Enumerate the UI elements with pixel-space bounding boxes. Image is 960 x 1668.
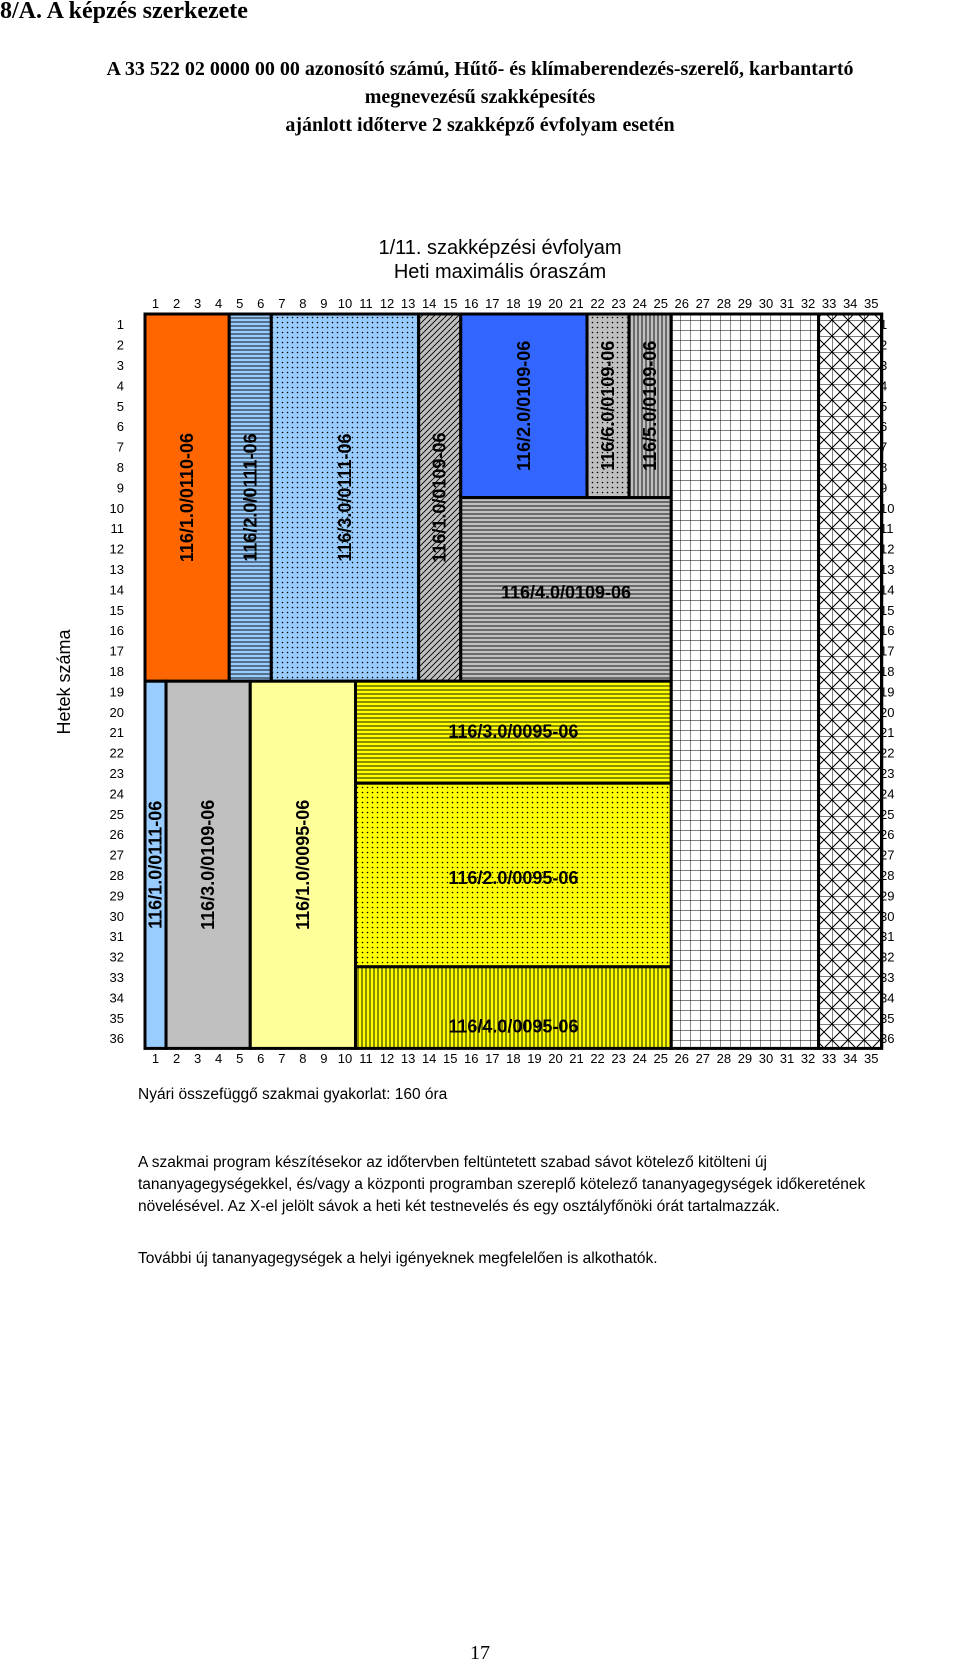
hour-tick-bottom: 2 <box>172 1051 181 1066</box>
note-line-3: növelésével. Az X-el jelölt sávok a heti két testnevelés és egy osztályfőnöki órát tartalmazzák. <box>138 1198 780 1215</box>
week-tick-left: 33 <box>109 970 124 985</box>
week-tick-left: 21 <box>109 725 124 741</box>
hour-tick-bottom: 13 <box>400 1051 416 1066</box>
week-tick-right: 15 <box>880 602 895 618</box>
week-tick-right: 2 <box>880 337 888 353</box>
week-tick-right: 14 <box>880 582 895 598</box>
week-tick-left: 31 <box>109 929 124 945</box>
week-tick-right: 4 <box>880 378 888 394</box>
doc-title-line-2: megnevezésű szakképesítés <box>364 86 596 108</box>
week-tick-left: 30 <box>109 908 124 924</box>
week-tick-right: 32 <box>880 949 895 965</box>
week-tick-left: 3 <box>116 358 124 373</box>
hour-tick-top: 27 <box>695 296 711 311</box>
hour-tick-bottom: 14 <box>421 1051 437 1066</box>
hour-tick-bottom: 12 <box>379 1051 395 1066</box>
week-tick-right: 31 <box>880 929 895 945</box>
hour-tick-top: 29 <box>737 296 753 311</box>
block-116-4-0-0109-06 <box>461 498 672 682</box>
week-tick-left: 20 <box>109 704 124 720</box>
hour-tick-top: 32 <box>800 296 816 311</box>
week-tick-right: 23 <box>880 766 895 781</box>
week-tick-left: 8 <box>116 460 124 475</box>
hour-tick-bottom: 21 <box>569 1051 584 1066</box>
hour-tick-bottom: 35 <box>863 1051 879 1066</box>
week-tick-right: 17 <box>880 643 895 659</box>
hour-tick-top: 21 <box>569 296 584 311</box>
week-tick-right: 21 <box>880 725 895 741</box>
block-pattern <box>671 314 818 1048</box>
block-label: 116/1.0/0109-06 <box>429 432 450 563</box>
doc-title-line-3: ajánlott időterve 2 szakképző évfolyam esetén <box>285 114 675 136</box>
block-116-1-0-0110-06 <box>145 314 229 681</box>
week-tick-left: 4 <box>116 378 124 394</box>
week-tick-right: 8 <box>880 460 888 475</box>
hour-tick-bottom: 7 <box>278 1051 286 1066</box>
block-116-1-0-0109-06 <box>419 314 461 681</box>
week-tick-left: 34 <box>109 990 124 1006</box>
hour-tick-top: 8 <box>299 296 307 311</box>
hour-tick-bottom: 20 <box>548 1051 563 1066</box>
week-tick-left: 6 <box>116 419 124 435</box>
week-tick-left: 28 <box>109 868 124 883</box>
hour-tick-top: 20 <box>548 296 563 311</box>
hour-tick-bottom: 18 <box>506 1051 521 1066</box>
hour-tick-bottom: 25 <box>653 1051 668 1066</box>
final-note: További új tananyagegységek a helyi igényeknek megfelelően is alkothatók. <box>138 1250 658 1267</box>
doc-title-line-1: A 33 522 02 0000 00 00 azonosító számú, Hűtő- és klímaberendezés-szerelő, karbantartó <box>106 58 854 80</box>
hour-tick-bottom: 1 <box>151 1051 160 1066</box>
block-116-4-0-0095-06 <box>356 967 672 1049</box>
block-label: 116/3.0/0111-06 <box>334 433 355 562</box>
week-tick-left: 22 <box>109 745 124 761</box>
hour-tick-bottom: 26 <box>674 1051 690 1066</box>
hour-tick-bottom: 34 <box>842 1051 858 1066</box>
week-tick-right: 1 <box>880 317 888 333</box>
week-tick-right: 18 <box>880 664 895 679</box>
hour-tick-top: 33 <box>821 296 837 311</box>
hour-tick-top: 4 <box>215 296 223 311</box>
week-tick-right: 9 <box>880 480 888 496</box>
hour-tick-top: 31 <box>779 296 795 311</box>
week-tick-left: 7 <box>116 439 124 455</box>
week-tick-left: 1 <box>116 317 124 333</box>
hour-tick-top: 19 <box>527 296 542 311</box>
week-tick-right: 30 <box>880 908 895 924</box>
week-tick-left: 26 <box>109 827 124 843</box>
week-tick-right: 5 <box>880 398 888 414</box>
week-tick-right: 12 <box>880 541 895 557</box>
chart-title: 1/11. szakképzési évfolyam <box>378 237 622 259</box>
week-tick-right: 7 <box>880 439 888 455</box>
hour-tick-top: 24 <box>632 296 647 311</box>
hour-tick-bottom: 10 <box>337 1051 353 1066</box>
week-tick-right: 28 <box>880 868 895 883</box>
block-pe-homeroom <box>819 314 882 1048</box>
week-tick-right: 16 <box>880 623 895 639</box>
block-pattern <box>819 314 882 1048</box>
week-tick-left: 29 <box>109 888 124 904</box>
hour-tick-bottom: 23 <box>611 1051 626 1066</box>
week-tick-left: 23 <box>109 766 124 781</box>
hour-tick-bottom: 11 <box>359 1051 373 1066</box>
hour-tick-top: 10 <box>337 296 353 311</box>
hour-tick-top: 2 <box>172 296 181 311</box>
hour-tick-top: 28 <box>716 296 732 311</box>
hour-tick-bottom: 17 <box>485 1051 500 1066</box>
week-tick-right: 11 <box>880 521 894 537</box>
hour-tick-top: 18 <box>506 296 521 311</box>
hour-tick-top: 13 <box>400 296 416 311</box>
hour-tick-bottom: 9 <box>320 1051 328 1066</box>
week-tick-left: 19 <box>109 684 124 700</box>
block-label: 116/6.0/0109-06 <box>598 340 619 471</box>
hour-tick-top: 7 <box>278 296 286 311</box>
note-line-1: A szakmai program készítésekor az időtervben feltüntetett szabad sávot kötelező kitölteni új <box>138 1154 767 1171</box>
week-tick-left: 14 <box>109 582 124 598</box>
week-tick-right: 22 <box>880 745 895 761</box>
block-116-5-0-0109-06 <box>629 314 671 498</box>
block-label: 116/5.0/0109-06 <box>640 340 661 471</box>
block-116-3-0-0111-06 <box>271 314 418 681</box>
week-tick-right: 24 <box>880 786 895 802</box>
hour-tick-bottom: 28 <box>716 1051 732 1066</box>
hour-tick-top: 3 <box>194 296 202 311</box>
block-label: 116/2.0/0111-06 <box>240 433 261 562</box>
block-116-1-0-0095-06 <box>250 681 355 1048</box>
hour-tick-bottom: 5 <box>236 1051 244 1066</box>
hour-tick-bottom: 33 <box>821 1051 837 1066</box>
block-116-1-0-0111-06 <box>145 681 166 1048</box>
hour-tick-top: 9 <box>320 296 328 311</box>
block-label: 116/1.0/0111-06 <box>145 800 166 929</box>
hour-tick-top: 11 <box>359 296 373 311</box>
week-tick-left: 16 <box>109 623 124 639</box>
block-label: 116/3.0/0095-06 <box>448 721 579 742</box>
hour-tick-top: 26 <box>674 296 690 311</box>
summer-practice-note: Nyári összefüggő szakmai gyakorlat: 160 óra <box>138 1086 448 1103</box>
week-tick-left: 18 <box>109 664 124 679</box>
week-tick-left: 35 <box>109 1010 124 1026</box>
note-line-2: tananyagegységekkel, és/vagy a központi programban szereplő kötelező tananyagegységek időkeretének <box>138 1176 866 1193</box>
hour-tick-bottom: 32 <box>800 1051 816 1066</box>
hour-tick-top: 14 <box>421 296 437 311</box>
week-tick-left: 11 <box>110 521 124 537</box>
block-116-2-0-0109-06 <box>461 314 587 498</box>
week-tick-left: 9 <box>116 480 124 496</box>
hour-tick-top: 5 <box>236 296 244 311</box>
hour-tick-top: 22 <box>590 296 605 311</box>
week-tick-right: 34 <box>880 990 895 1006</box>
week-tick-left: 24 <box>109 786 124 802</box>
block-free-band <box>671 314 818 1048</box>
block-label: 116/2.0/0095-06 <box>448 868 579 889</box>
hour-tick-bottom: 4 <box>215 1051 223 1066</box>
hour-tick-bottom: 27 <box>695 1051 711 1066</box>
block-label: 116/3.0/0109-06 <box>198 799 219 930</box>
week-tick-right: 19 <box>880 684 895 700</box>
block-label: 116/4.0/0109-06 <box>500 582 632 603</box>
week-tick-right: 25 <box>880 806 895 822</box>
week-tick-left: 36 <box>109 1031 124 1047</box>
block-label: 116/1.0/0095-06 <box>292 799 313 930</box>
week-tick-left: 10 <box>109 500 124 516</box>
hour-tick-bottom: 24 <box>632 1051 647 1066</box>
hour-tick-bottom: 29 <box>737 1051 753 1066</box>
y-axis-label: Hetek száma <box>54 629 74 735</box>
hour-tick-top: 17 <box>485 296 500 311</box>
week-tick-right: 10 <box>880 500 895 516</box>
block-label: 116/2.0/0109-06 <box>513 340 534 471</box>
hour-tick-top: 6 <box>257 296 265 311</box>
week-tick-left: 5 <box>116 398 124 414</box>
block-label: 116/1.0/0110-06 <box>177 433 198 563</box>
section-heading: 8/A. A képzés szerkezete <box>0 0 248 24</box>
hour-tick-top: 23 <box>611 296 626 311</box>
hour-tick-bottom: 16 <box>464 1051 479 1066</box>
week-tick-left: 15 <box>109 602 124 618</box>
hour-tick-top: 1 <box>151 296 160 311</box>
hour-tick-bottom: 6 <box>257 1051 265 1066</box>
block-116-2-0-0111-06 <box>229 314 271 681</box>
hour-tick-top: 25 <box>653 296 668 311</box>
week-tick-left: 32 <box>109 949 124 965</box>
chart-subtitle: Heti maximális óraszám <box>393 261 607 283</box>
block-116-3-0-0109-06 <box>166 681 250 1048</box>
week-tick-left: 27 <box>109 847 124 863</box>
week-tick-left: 2 <box>116 337 124 353</box>
week-tick-left: 17 <box>109 643 124 659</box>
block-116-3-0-0095-06 <box>356 681 672 783</box>
block-116-6-0-0109-06 <box>587 314 629 498</box>
week-tick-right: 6 <box>880 419 888 435</box>
week-tick-right: 35 <box>880 1010 895 1026</box>
block-116-2-0-0095-06 <box>356 783 672 967</box>
week-tick-right: 29 <box>880 888 895 904</box>
hour-tick-top: 34 <box>842 296 858 311</box>
hour-tick-top: 35 <box>863 296 879 311</box>
week-tick-right: 33 <box>880 970 895 985</box>
hour-tick-bottom: 31 <box>779 1051 795 1066</box>
week-tick-left: 13 <box>109 562 124 577</box>
page-number: 17 <box>470 1642 490 1664</box>
hour-tick-top: 16 <box>464 296 479 311</box>
week-tick-left: 12 <box>109 541 124 557</box>
hour-tick-bottom: 3 <box>194 1051 202 1066</box>
hour-tick-top: 12 <box>379 296 395 311</box>
week-tick-right: 26 <box>880 827 895 843</box>
hour-tick-bottom: 30 <box>758 1051 774 1066</box>
week-tick-right: 3 <box>880 358 888 373</box>
hour-tick-bottom: 19 <box>527 1051 542 1066</box>
week-tick-right: 20 <box>880 704 895 720</box>
hour-tick-top: 30 <box>758 296 774 311</box>
week-tick-left: 25 <box>109 806 124 822</box>
hour-tick-bottom: 22 <box>590 1051 605 1066</box>
week-tick-right: 27 <box>880 847 895 863</box>
week-tick-right: 36 <box>880 1031 895 1047</box>
week-tick-right: 13 <box>880 562 895 577</box>
hour-tick-bottom: 8 <box>299 1051 307 1066</box>
block-label: 116/4.0/0095-06 <box>448 1016 579 1037</box>
hour-tick-bottom: 15 <box>442 1051 458 1066</box>
hour-tick-top: 15 <box>442 296 458 311</box>
